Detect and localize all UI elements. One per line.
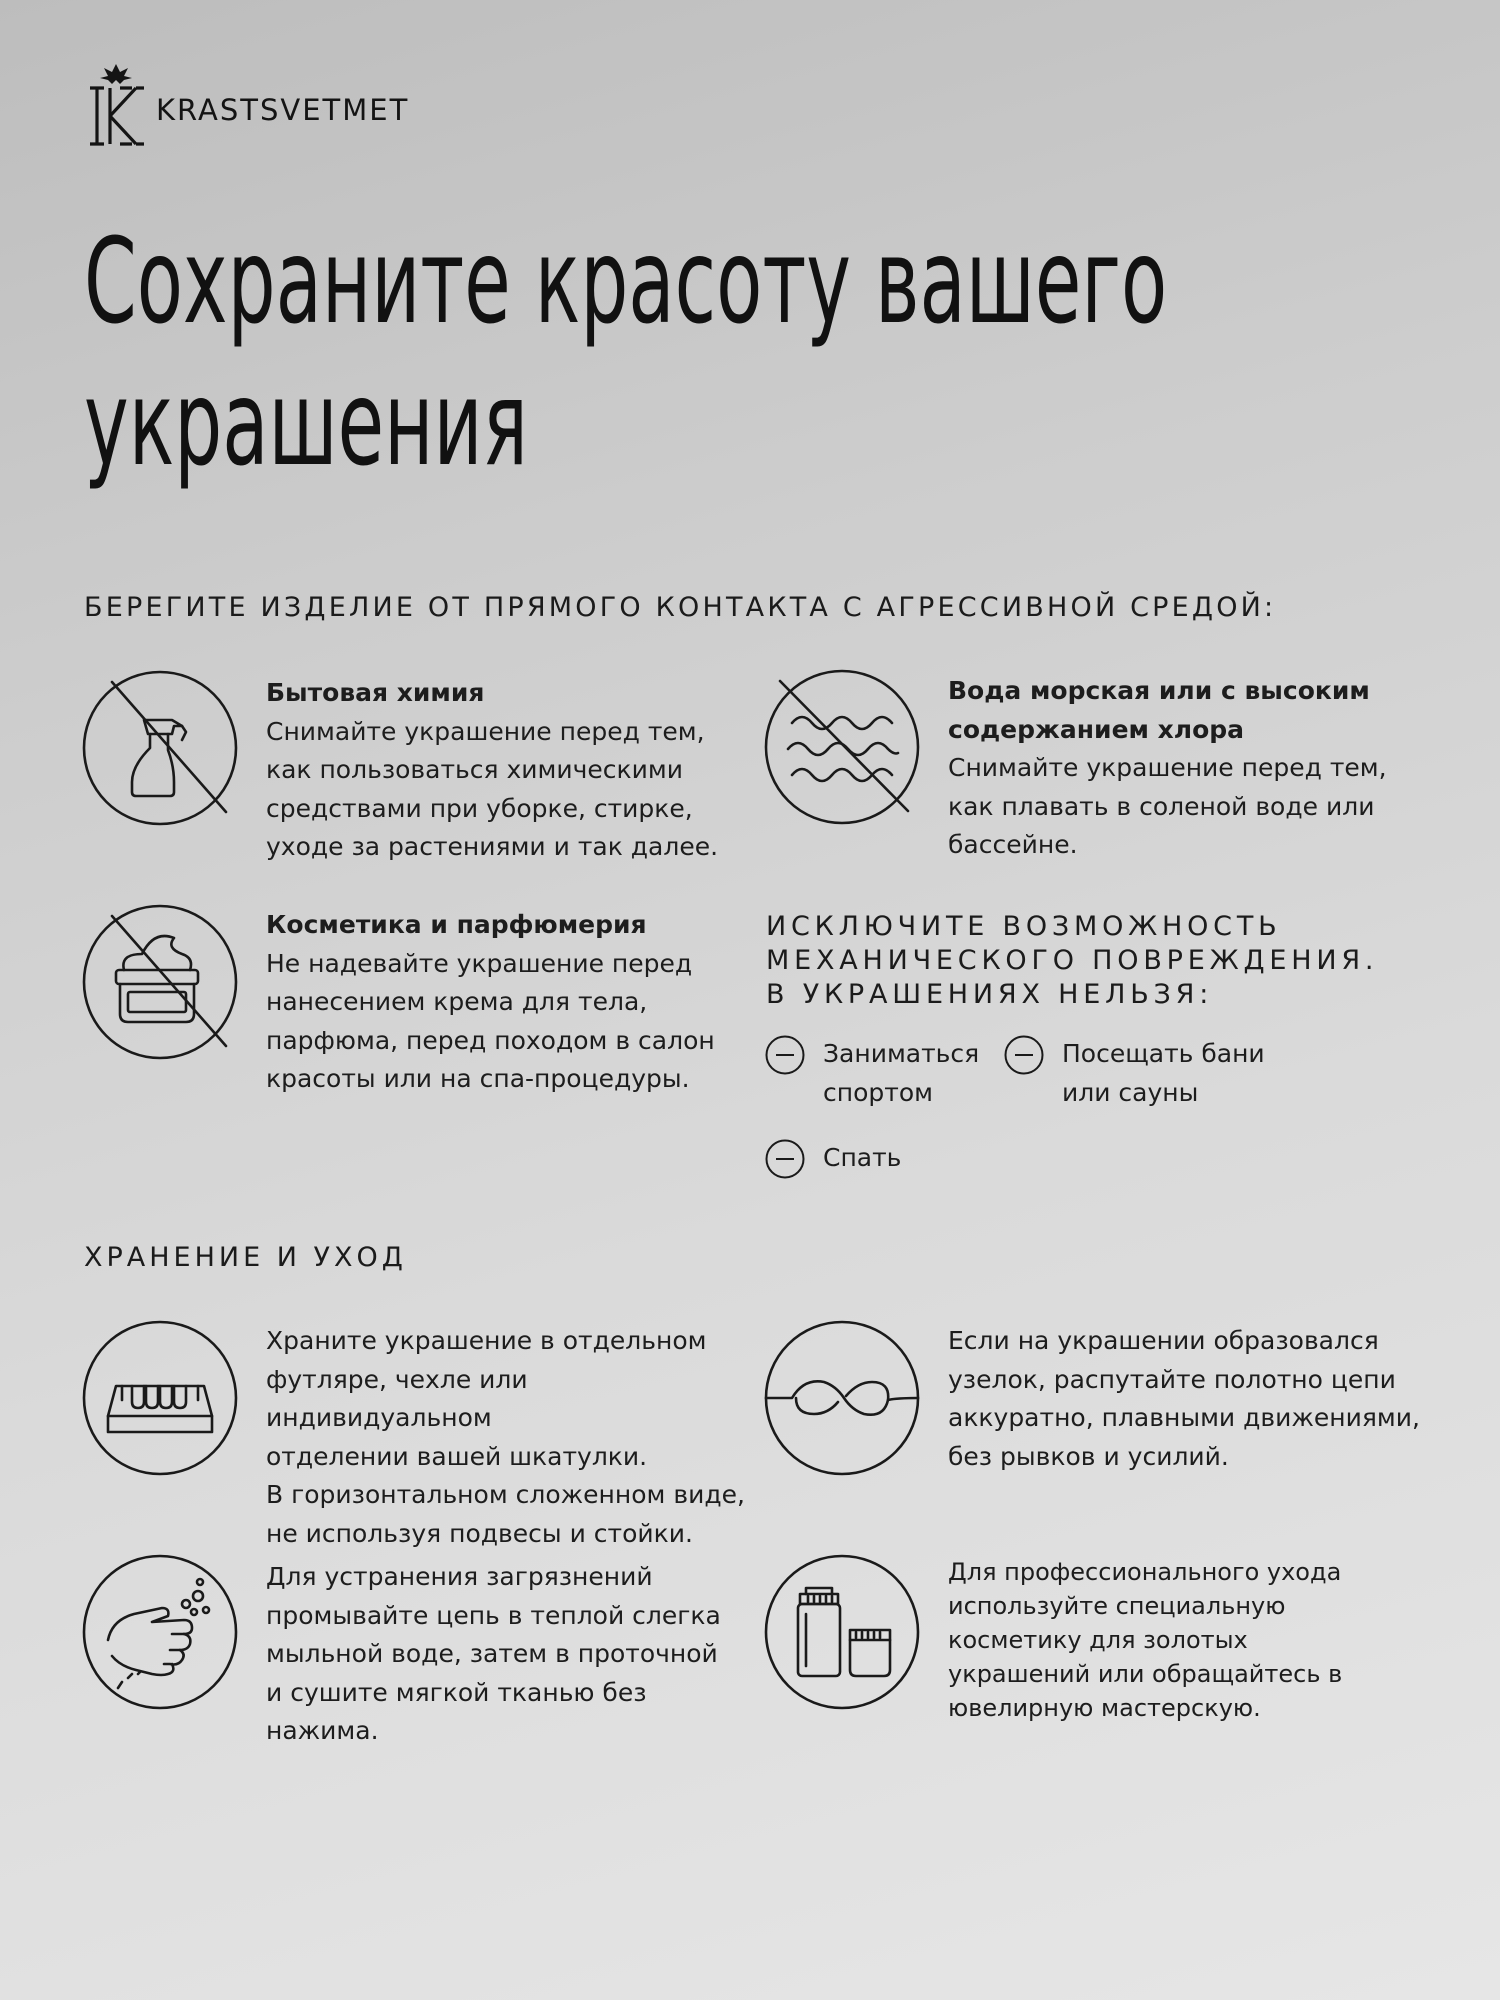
restriction-sauna (1004, 1035, 1265, 1112)
restriction-sports (765, 1035, 979, 1112)
minus-circle-icon (1004, 1035, 1044, 1075)
item-line: парфюма, перед походом в салон (266, 1025, 715, 1055)
item-line: украшений или обращайтесь в (948, 1660, 1343, 1688)
jewelry-box-icon (82, 1320, 238, 1476)
item-washing (266, 1558, 756, 1751)
item-line: аккуратно, плавными движениями, (948, 1403, 1420, 1432)
restriction-label (823, 1034, 979, 1112)
krastsvetmet-crown-logo-icon (86, 62, 148, 146)
label-line: спортом (823, 1078, 933, 1107)
minus-circle-icon (765, 1035, 805, 1075)
restriction-label (823, 1138, 901, 1177)
section-heading-storage: ХРАНЕНИЕ И УХОД (84, 1242, 407, 1273)
item-line: Для устранения загрязнений (266, 1562, 653, 1591)
item-line: промывайте цепь в теплой слегка (266, 1600, 721, 1630)
cream-jar-crossed-icon (82, 904, 238, 1060)
item-line: отделении вашей шкатулки. (266, 1441, 648, 1471)
item-line: как пользоваться химическими (266, 755, 683, 784)
item-line: футляре, чехле или индивидуальном (266, 1364, 528, 1432)
item-title: Косметика и парфюмерия (266, 910, 647, 939)
item-line: уходе за растениями и так далее. (266, 832, 719, 861)
heading-line: МЕХАНИЧЕСКОГО ПОВРЕЖДЕНИЯ. (766, 945, 1379, 976)
item-line: без рывков и усилий. (948, 1441, 1229, 1471)
label-line: Посещать бани (1062, 1039, 1265, 1068)
section-heading-mechanical (766, 910, 1466, 1012)
washing-hands-icon (82, 1554, 238, 1710)
item-line: косметику для золотых (948, 1626, 1248, 1654)
item-line: используйте специальную (948, 1592, 1286, 1620)
item-sea-water (948, 672, 1418, 865)
item-line: мыльной воде, затем в проточной (266, 1639, 718, 1668)
page-title (84, 210, 1364, 494)
item-line: красоты или на спа-процедуры. (266, 1064, 690, 1093)
label-line: Заниматься (823, 1039, 980, 1068)
item-line: не используя подвесы и стойки. (266, 1518, 693, 1548)
item-line: Храните украшение в отдельном (266, 1326, 707, 1355)
item-title: Бытовая химия (266, 678, 485, 707)
item-title-line: содержанием хлора (948, 714, 1245, 744)
restriction-sleep (765, 1139, 901, 1179)
brand-logo (86, 62, 409, 146)
item-line: и сушите мягкой тканью без нажима. (266, 1677, 647, 1745)
label-line: Спать (823, 1143, 902, 1172)
item-title-line: Вода морская или с высоким (948, 676, 1370, 705)
item-line: Не надевайте украшение перед (266, 948, 693, 978)
item-line: Снимайте украшение перед тем, (948, 753, 1387, 782)
item-line: В горизонтальном сложенном виде, (266, 1480, 745, 1509)
item-line: Если на украшении образовался (948, 1326, 1379, 1355)
item-line: бассейне. (948, 830, 1078, 859)
item-line: Снимайте украшение перед тем, (266, 716, 705, 746)
section-heading-contact: БЕРЕГИТЕ ИЗДЕЛИЕ ОТ ПРЯМОГО КОНТАКТА С АГРЕССИВНОЙ СРЕДОЙ: (84, 592, 1277, 623)
spray-bottle-crossed-icon (82, 670, 238, 826)
item-line: как плавать в соленой воде или (948, 791, 1375, 821)
heading-line: В УКРАШЕНИЯХ НЕЛЬЗЯ: (766, 979, 1214, 1010)
page-title-line-1: Сохраните красоту вашего (84, 212, 1168, 350)
item-household-chemicals (266, 674, 736, 867)
page-title-line-2: украшения (84, 354, 528, 492)
chain-knot-icon (764, 1320, 920, 1476)
brand-name: KRASTSVETMET (156, 93, 410, 127)
waves-crossed-icon (764, 669, 920, 825)
item-line: средствами при уборке, стирке, (266, 793, 693, 823)
item-line: ювелирную мастерскую. (948, 1694, 1261, 1722)
item-storage (266, 1322, 746, 1553)
heading-line: ИСКЛЮЧИТЕ ВОЗМОЖНОСТЬ (766, 911, 1282, 942)
item-knot (948, 1322, 1448, 1476)
label-line: или сауны (1062, 1078, 1199, 1107)
item-cosmetics (266, 906, 736, 1099)
item-line: Для профессионального ухода (948, 1558, 1342, 1586)
restriction-label (1062, 1034, 1265, 1112)
care-products-icon (764, 1554, 920, 1710)
minus-circle-icon (765, 1139, 805, 1179)
item-line: нанесением крема для тела, (266, 987, 648, 1016)
item-line: узелок, распутайте полотно цепи (948, 1364, 1396, 1394)
item-care-products (948, 1555, 1448, 1725)
